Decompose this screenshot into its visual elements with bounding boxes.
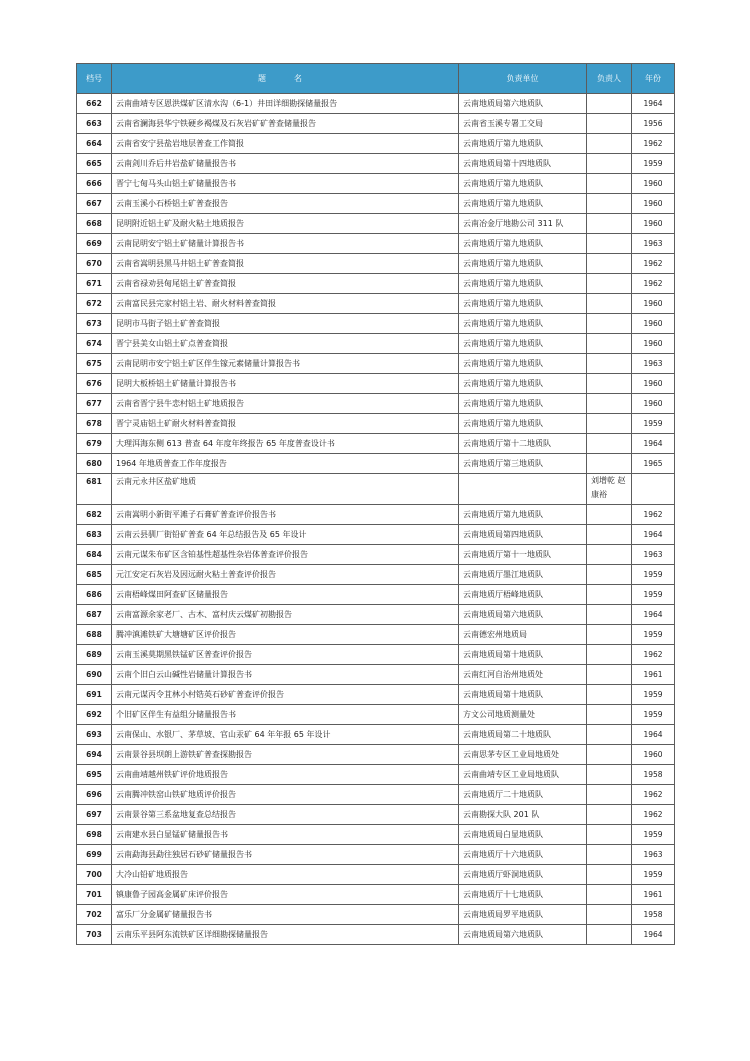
header-num: 档号 <box>77 64 112 94</box>
row-person <box>587 414 632 434</box>
row-number: 703 <box>77 925 112 945</box>
row-unit: 云南地质厅第九地质队 <box>459 334 587 354</box>
row-unit: 云南地质局第十地质队 <box>459 645 587 665</box>
row-year: 1960 <box>632 334 675 354</box>
row-person <box>587 194 632 214</box>
row-title: 云南元谋丙令苴林小村锆英石砂矿普查评价报告 <box>112 685 459 705</box>
row-unit: 云南地质厅虾洞地质队 <box>459 865 587 885</box>
row-year: 1959 <box>632 625 675 645</box>
row-title: 1964 年地质普查工作年度报告 <box>112 454 459 474</box>
row-title: 云南省嵩明县黑马井铝土矿普查简报 <box>112 254 459 274</box>
row-title: 云南元谋朱布矿区含铂基性超基性杂岩体普查评价报告 <box>112 545 459 565</box>
row-person <box>587 254 632 274</box>
row-unit: 云南省玉溪专署工交局 <box>459 114 587 134</box>
row-year: 1962 <box>632 254 675 274</box>
row-unit: 云南地质厅第九地质队 <box>459 174 587 194</box>
row-title: 云南曲靖专区恩洪煤矿区清水沟（6-1）井田详细勘探储量报告 <box>112 94 459 114</box>
row-unit: 云南地质厅十六地质队 <box>459 845 587 865</box>
row-number: 685 <box>77 565 112 585</box>
table-row <box>77 525 675 545</box>
row-number: 687 <box>77 605 112 625</box>
row-title: 云南勐海县勐往独居石砂矿储量报告书 <box>112 845 459 865</box>
row-number: 696 <box>77 785 112 805</box>
table-row <box>77 334 675 354</box>
row-year: 1962 <box>632 645 675 665</box>
row-year: 1964 <box>632 925 675 945</box>
table-row <box>77 394 675 414</box>
row-unit: 云南地质厅第九地质队 <box>459 254 587 274</box>
row-unit: 云南地质局罗平地质队 <box>459 905 587 925</box>
table-row <box>77 194 675 214</box>
row-title: 云南富民县完家村铝土岩、耐火材料普查简报 <box>112 294 459 314</box>
row-year: 1958 <box>632 905 675 925</box>
row-year: 1963 <box>632 234 675 254</box>
row-number: 691 <box>77 685 112 705</box>
row-year: 1964 <box>632 605 675 625</box>
row-person: 刘增乾 赵康裕 <box>587 474 632 505</box>
row-number: 664 <box>77 134 112 154</box>
row-unit: 云南红河自治州地质处 <box>459 665 587 685</box>
row-unit: 云南地质厅第九地质队 <box>459 274 587 294</box>
table-row <box>77 905 675 925</box>
row-year: 1962 <box>632 505 675 525</box>
table-row <box>77 745 675 765</box>
row-person <box>587 605 632 625</box>
table-row <box>77 765 675 785</box>
row-person <box>587 905 632 925</box>
row-person <box>587 134 632 154</box>
header-year: 年份 <box>632 64 675 94</box>
table-row <box>77 414 675 434</box>
row-year: 1962 <box>632 805 675 825</box>
row-unit: 云南地质厅第十二地质队 <box>459 434 587 454</box>
row-person <box>587 114 632 134</box>
row-number: 693 <box>77 725 112 745</box>
row-number: 699 <box>77 845 112 865</box>
row-title: 云南保山、水银厂、茅草坡、官山汞矿 64 年年报 65 年设计 <box>112 725 459 745</box>
table-row <box>77 585 675 605</box>
row-title: 云南云县驯厂街铅矿普查 64 年总结报告及 65 年设计 <box>112 525 459 545</box>
row-unit: 云南地质厅梧峰地质队 <box>459 585 587 605</box>
row-person <box>587 214 632 234</box>
row-year: 1960 <box>632 374 675 394</box>
row-year: 1960 <box>632 394 675 414</box>
row-year: 1960 <box>632 745 675 765</box>
row-number: 695 <box>77 765 112 785</box>
row-number: 689 <box>77 645 112 665</box>
table-body <box>77 94 675 945</box>
row-number: 692 <box>77 705 112 725</box>
table-row <box>77 454 675 474</box>
row-unit: 云南地质局第十四地质队 <box>459 154 587 174</box>
row-unit: 云南地质局白显地质队 <box>459 825 587 845</box>
row-unit: 云南地质厅墨江地质队 <box>459 565 587 585</box>
row-title: 晋宁七甸马头山铝土矿储量报告书 <box>112 174 459 194</box>
row-number: 686 <box>77 585 112 605</box>
row-title: 云南昆明安宁铝土矿储量计算报告书 <box>112 234 459 254</box>
row-person <box>587 154 632 174</box>
row-person <box>587 394 632 414</box>
row-year <box>632 474 675 505</box>
row-unit: 云南德宏州地质局 <box>459 625 587 645</box>
table-row <box>77 174 675 194</box>
row-unit: 云南地质局第六地质队 <box>459 94 587 114</box>
row-year: 1959 <box>632 705 675 725</box>
row-person <box>587 725 632 745</box>
row-person <box>587 234 632 254</box>
row-title: 云南个旧白云山碱性岩储量计算报告书 <box>112 665 459 685</box>
row-unit <box>459 474 587 505</box>
row-title: 云南省安宁县盐岩地层普查工作简报 <box>112 134 459 154</box>
row-unit: 云南地质局第六地质队 <box>459 605 587 625</box>
row-number: 688 <box>77 625 112 645</box>
row-unit: 云南地质厅二十地质队 <box>459 785 587 805</box>
row-year: 1963 <box>632 545 675 565</box>
row-title: 云南梧峰煤田阿查矿区储量报告 <box>112 585 459 605</box>
row-year: 1956 <box>632 114 675 134</box>
row-title: 云南玉溪莫期黑铁锰矿区普查评价报告 <box>112 645 459 665</box>
row-year: 1960 <box>632 314 675 334</box>
row-number: 690 <box>77 665 112 685</box>
row-number: 669 <box>77 234 112 254</box>
table-row <box>77 94 675 114</box>
row-person <box>587 705 632 725</box>
table-row <box>77 785 675 805</box>
row-number: 701 <box>77 885 112 905</box>
row-number: 684 <box>77 545 112 565</box>
row-unit: 云南地质厅第十一地质队 <box>459 545 587 565</box>
table-row <box>77 885 675 905</box>
row-title: 大理洱海东侧 613 普查 64 年度年终报告 65 年度普查设计书 <box>112 434 459 454</box>
table-row <box>77 154 675 174</box>
row-unit: 云南地质厅第九地质队 <box>459 134 587 154</box>
row-year: 1962 <box>632 134 675 154</box>
row-person <box>587 374 632 394</box>
row-title: 云南乐平县阿东流铁矿区详细勘探储量报告 <box>112 925 459 945</box>
row-title: 云南嵩明小新街平滩子石膏矿普查评价报告书 <box>112 505 459 525</box>
row-person <box>587 354 632 374</box>
row-unit: 云南地质厅第三地质队 <box>459 454 587 474</box>
row-title: 云南昆明市安宁铝土矿区伴生镓元素储量计算报告书 <box>112 354 459 374</box>
row-person <box>587 885 632 905</box>
row-year: 1961 <box>632 885 675 905</box>
row-title: 昆明大板桥铝土矿储量计算报告书 <box>112 374 459 394</box>
row-number: 694 <box>77 745 112 765</box>
table-row <box>77 705 675 725</box>
row-year: 1962 <box>632 785 675 805</box>
row-person <box>587 645 632 665</box>
row-unit: 云南地质厅第九地质队 <box>459 194 587 214</box>
table-row <box>77 354 675 374</box>
row-title: 晋宁县美女山铝土矿点普查简报 <box>112 334 459 354</box>
row-number: 681 <box>77 474 112 505</box>
row-year: 1960 <box>632 174 675 194</box>
row-person <box>587 274 632 294</box>
row-person <box>587 745 632 765</box>
table-row <box>77 725 675 745</box>
archive-table <box>76 63 675 945</box>
row-year: 1963 <box>632 845 675 865</box>
row-title: 镇康鲁子园高金属矿床评价报告 <box>112 885 459 905</box>
header-title: 题 名 <box>112 64 459 94</box>
row-year: 1963 <box>632 354 675 374</box>
row-unit: 云南思茅专区工业局地质处 <box>459 745 587 765</box>
row-person <box>587 865 632 885</box>
table-row <box>77 865 675 885</box>
table-header-row <box>77 64 675 94</box>
row-number: 682 <box>77 505 112 525</box>
table-row <box>77 565 675 585</box>
row-person <box>587 525 632 545</box>
row-title: 元江安定石灰岩及因远耐火粘土普查评价报告 <box>112 565 459 585</box>
table-row <box>77 925 675 945</box>
row-number: 698 <box>77 825 112 845</box>
row-number: 674 <box>77 334 112 354</box>
row-number: 680 <box>77 454 112 474</box>
row-number: 666 <box>77 174 112 194</box>
row-unit: 云南曲靖专区工业局地质队 <box>459 765 587 785</box>
row-person <box>587 314 632 334</box>
row-year: 1960 <box>632 294 675 314</box>
row-title: 富乐厂分金属矿储量报告书 <box>112 905 459 925</box>
row-unit: 方文公司地质测量处 <box>459 705 587 725</box>
table-row <box>77 645 675 665</box>
table-row <box>77 254 675 274</box>
row-number: 663 <box>77 114 112 134</box>
table-row <box>77 214 675 234</box>
row-number: 702 <box>77 905 112 925</box>
row-title: 个旧矿区伴生有益组分储量报告书 <box>112 705 459 725</box>
row-person <box>587 625 632 645</box>
row-year: 1959 <box>632 154 675 174</box>
table-row <box>77 374 675 394</box>
row-unit: 云南地质厅第九地质队 <box>459 414 587 434</box>
row-number: 672 <box>77 294 112 314</box>
table-row <box>77 685 675 705</box>
row-number: 677 <box>77 394 112 414</box>
row-number: 697 <box>77 805 112 825</box>
table-row <box>77 665 675 685</box>
row-title: 云南景谷县坝朗上游铁矿普查探勘报告 <box>112 745 459 765</box>
row-number: 667 <box>77 194 112 214</box>
table-row <box>77 114 675 134</box>
row-person <box>587 845 632 865</box>
row-unit: 云南地质厅第九地质队 <box>459 294 587 314</box>
header-person: 负责人 <box>587 64 632 94</box>
row-person <box>587 585 632 605</box>
row-title: 云南省澜海县华宁铁硬乡褐煤及石灰岩矿矿普查储量报告 <box>112 114 459 134</box>
table-row <box>77 545 675 565</box>
row-title: 晋宁灵庙铝土矿耐火材料普查简报 <box>112 414 459 434</box>
row-year: 1960 <box>632 194 675 214</box>
row-year: 1959 <box>632 565 675 585</box>
table-row <box>77 845 675 865</box>
row-year: 1959 <box>632 865 675 885</box>
table-row <box>77 605 675 625</box>
row-year: 1964 <box>632 94 675 114</box>
row-person <box>587 785 632 805</box>
row-number: 700 <box>77 865 112 885</box>
row-number: 662 <box>77 94 112 114</box>
row-year: 1964 <box>632 725 675 745</box>
table-row <box>77 805 675 825</box>
row-year: 1959 <box>632 585 675 605</box>
row-unit: 云南地质厅第九地质队 <box>459 394 587 414</box>
row-title: 云南腾冲铁窑山铁矿地质评价报告 <box>112 785 459 805</box>
row-unit: 云南冶金厅地勘公司 311 队 <box>459 214 587 234</box>
table-row <box>77 294 675 314</box>
row-title: 大冷山铅矿地质报告 <box>112 865 459 885</box>
row-year: 1965 <box>632 454 675 474</box>
row-unit: 云南地质局第二十地质队 <box>459 725 587 745</box>
row-person <box>587 825 632 845</box>
row-person <box>587 545 632 565</box>
row-year: 1962 <box>632 274 675 294</box>
row-number: 683 <box>77 525 112 545</box>
row-number: 675 <box>77 354 112 374</box>
row-unit: 云南勘探大队 201 队 <box>459 805 587 825</box>
table-row <box>77 134 675 154</box>
row-title: 云南省晋宁县牛恋村铝土矿地质报告 <box>112 394 459 414</box>
row-title: 云南玉溪小石桥铝土矿普查报告 <box>112 194 459 214</box>
table-row <box>77 625 675 645</box>
row-number: 671 <box>77 274 112 294</box>
row-person <box>587 174 632 194</box>
row-title: 云南曲靖越州铁矿评价地质报告 <box>112 765 459 785</box>
row-title: 云南建水县白显锰矿储量报告书 <box>112 825 459 845</box>
row-title: 云南富源余家老厂、古木、富村庆云煤矿初勘报告 <box>112 605 459 625</box>
row-number: 678 <box>77 414 112 434</box>
row-year: 1960 <box>632 214 675 234</box>
table-row <box>77 825 675 845</box>
row-person <box>587 805 632 825</box>
table-row <box>77 274 675 294</box>
row-title: 云南剑川乔后井岩盐矿储量报告书 <box>112 154 459 174</box>
row-number: 673 <box>77 314 112 334</box>
row-title: 云南省禄劝县甸尾铝土矿普查简报 <box>112 274 459 294</box>
row-person <box>587 294 632 314</box>
table-row <box>77 434 675 454</box>
row-title: 云南元永井区盐矿地质 <box>112 474 459 505</box>
row-year: 1961 <box>632 665 675 685</box>
row-number: 676 <box>77 374 112 394</box>
row-unit: 云南地质局第六地质队 <box>459 925 587 945</box>
row-person <box>587 334 632 354</box>
row-person <box>587 565 632 585</box>
row-person <box>587 454 632 474</box>
row-number: 670 <box>77 254 112 274</box>
row-unit: 云南地质厅第九地质队 <box>459 505 587 525</box>
row-unit: 云南地质厅第九地质队 <box>459 374 587 394</box>
row-unit: 云南地质局第四地质队 <box>459 525 587 545</box>
row-unit: 云南地质厅第九地质队 <box>459 234 587 254</box>
table-row <box>77 474 675 505</box>
row-year: 1964 <box>632 434 675 454</box>
row-person <box>587 434 632 454</box>
row-title: 昆明市马街子铝土矿普查简报 <box>112 314 459 334</box>
row-year: 1959 <box>632 414 675 434</box>
row-person <box>587 685 632 705</box>
table-row <box>77 234 675 254</box>
header-unit: 负责单位 <box>459 64 587 94</box>
row-year: 1964 <box>632 525 675 545</box>
row-title: 腾冲滇滩铁矿大塘塘矿区评价报告 <box>112 625 459 645</box>
row-person <box>587 505 632 525</box>
row-number: 679 <box>77 434 112 454</box>
row-person <box>587 94 632 114</box>
row-number: 665 <box>77 154 112 174</box>
row-unit: 云南地质厅第九地质队 <box>459 354 587 374</box>
row-number: 668 <box>77 214 112 234</box>
row-unit: 云南地质厅十七地质队 <box>459 885 587 905</box>
row-year: 1959 <box>632 685 675 705</box>
row-year: 1958 <box>632 765 675 785</box>
row-title: 昆明附近铝土矿及耐火粘土地质报告 <box>112 214 459 234</box>
row-unit: 云南地质厅第九地质队 <box>459 314 587 334</box>
table-row <box>77 505 675 525</box>
row-person <box>587 765 632 785</box>
table-row <box>77 314 675 334</box>
row-year: 1959 <box>632 825 675 845</box>
row-person <box>587 925 632 945</box>
row-person <box>587 665 632 685</box>
row-unit: 云南地质局第十地质队 <box>459 685 587 705</box>
row-title: 云南景谷第三系盆地复查总结报告 <box>112 805 459 825</box>
